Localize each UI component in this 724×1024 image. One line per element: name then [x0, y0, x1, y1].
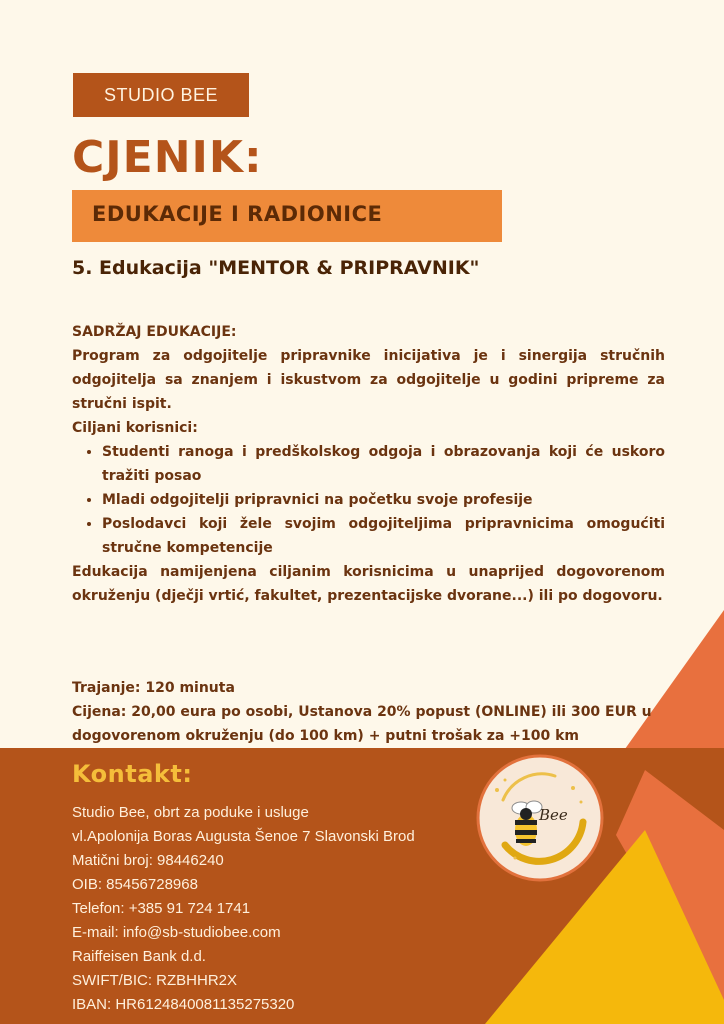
list-item: • Studenti ranoga i predškolskog odgoja i obrazovanja koji će uskoro tražiti posao: [102, 440, 665, 488]
contact-company: Studio Bee, obrt za poduke i usluge: [72, 804, 309, 821]
education-content: [72, 320, 665, 608]
contact-swift: SWIFT/BIC: RZBHHR2X: [72, 972, 238, 989]
bee-logo-icon: [475, 750, 605, 886]
content-outro: Edukacija namijenjena ciljanim korisnicima u unaprijed dogovorenom okruženju (dječji vrtić, fakultet, prezentacijske dvorane...) ili po dogovoru.: [72, 564, 665, 604]
brand-label: STUDIO BEE: [103, 84, 219, 105]
contact-details: [72, 801, 415, 1017]
content-heading: SADRŽAJ EDUKACIJE:: [72, 324, 237, 340]
list-item: • Mladi odgojitelji pripravnici na početku svoje profesije: [102, 488, 665, 512]
contact-email[interactable]: E-mail: info@sb-studiobee.com: [72, 924, 281, 941]
pricing-info: [72, 676, 672, 748]
education-title: 5. Edukacija "MENTOR & PRIPRAVNIK": [72, 257, 480, 279]
page-title: CJENIK:: [72, 132, 263, 183]
brand-badge: [73, 73, 249, 117]
contact-oib: OIB: 85456728968: [72, 876, 198, 893]
target-label: Ciljani korisnici:: [72, 420, 198, 436]
contact-registration: Matični broj: 98446240: [72, 852, 224, 869]
contact-iban: IBAN: HR6124840081135275320: [72, 996, 295, 1013]
section-title: EDUKACIJE I RADIONICE: [92, 202, 383, 226]
contact-phone[interactable]: Telefon: +385 91 724 1741: [72, 900, 251, 917]
duration-text: Trajanje: 120 minuta: [72, 680, 235, 696]
content-intro: Program za odgojitelje pripravnike inicijativa je i sinergija stručnih odgojitelja sa znanjem i iskustvom za odgojitelje u godini pripreme za stručni ispit.: [72, 348, 665, 412]
contact-address: vl.Apolonija Boras Augusta Šenoe 7 Slavonski Brod: [72, 828, 415, 845]
contact-title: Kontakt:: [72, 760, 193, 788]
list-item: • Poslodavci koji žele svojim odgojiteljima pripravnicima omogućiti stručne kompetencije: [102, 512, 665, 560]
target-list: [72, 440, 665, 560]
price-text: Cijena: 20,00 eura po osobi, Ustanova 20% popust (ONLINE) ili 300 EUR u dogovorenom okruženju (do 100 km) + putni trošak za +100 km: [72, 704, 652, 744]
section-banner: [72, 190, 502, 242]
logo-text: Bee: [539, 806, 568, 824]
contact-bank: Raiffeisen Bank d.d.: [72, 948, 206, 965]
